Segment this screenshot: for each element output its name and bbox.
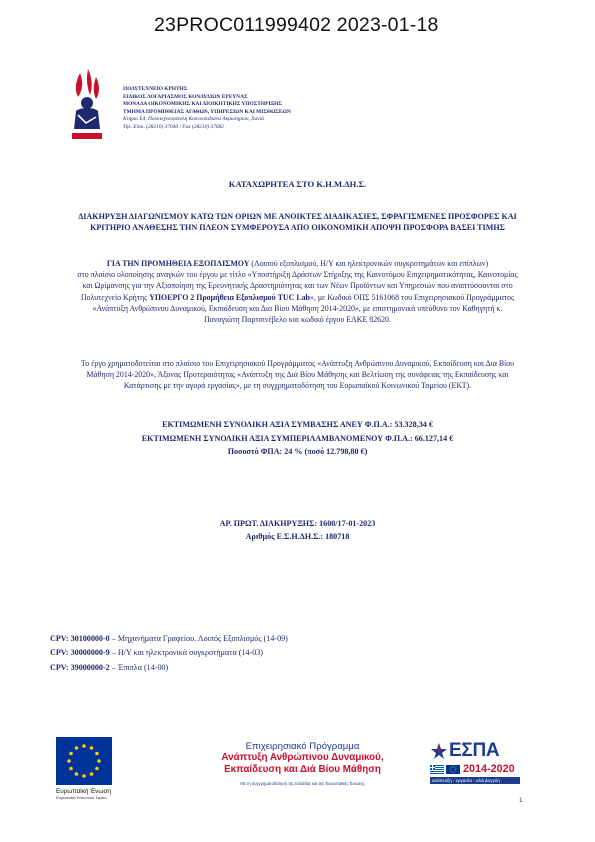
op-cofunding-note: Με τη συγχρηματοδότηση της Ελλάδας και της Ευρωπαϊκής Ένωσης <box>240 781 365 786</box>
eu-logo-block <box>56 737 116 800</box>
page-number: 1 <box>519 797 523 804</box>
eu-name: Ευρωπαϊκή Ένωση <box>56 788 111 795</box>
document-reference: 23PROC011999402 2023-01-18 <box>154 14 439 36</box>
registration-note: ΚΑΤΑΧΩΡΗΤΕΑ ΣΤΟ Κ.Η.Μ.ΔΗ.Σ. <box>228 179 367 189</box>
espa-star-icon <box>430 742 448 760</box>
espa-logo <box>430 741 520 784</box>
cpv-list <box>50 632 288 675</box>
cpv-item <box>50 632 288 646</box>
cpv-item <box>50 646 288 660</box>
tender-title: ΔΙΑΚΗΡΥΞΗ ΔΙΑΓΩΝΙΣΜΟΥ ΚΑΤΩ ΤΩΝ ΟΡΙΩΝ ΜΕ ΑΝΟΙΚΤΕΣ ΔΙΑΔΙΚΑΣΙΕΣ, ΣΦΡΑΓΙΣΜΕΝΕΣ ΠΡΟΣΦΟΡΕΣ ΚΑΙ ΚΡΙΤΗΡΙΟ ΑΝΑΘΕΣΗΣ ΤΗΝ ΠΛΕΟΝ ΣΥΜΦΕΡΟΥΣΑ ΑΠΟ ΟΙΚΟΝΟΜΙΚΗ ΑΠΟΨΗ ΠΡΟΣΦΟΡΑ ΒΑΣΕΙ ΤΙΜΗΣ <box>78 212 517 233</box>
greek-flag-icon <box>430 765 444 774</box>
cpv-code: CPV: 30100000-0 <box>50 634 110 643</box>
supply-subproject: ΥΠΟΕΡΓΟ 2 Προμήθεια Εξοπλισμού TUC Lab <box>149 292 310 302</box>
supply-body-rest: », με Κωδικό ΟΠΣ 5161068 του Επιχειρησιακού Προγράμματος «Ανάπτυξη Ανθρώπινου Δυναμικού, Εκπαίδευση και Δια Βίου Μάθηση 2014-2020», με επιστημονικά υπεύθυνο τον Καθηγητή κ. Παναγιώτη Παρτσινέβελο και κωδικό έργου ΕΛΚΕ 82620. <box>92 292 515 325</box>
university-line: ΕΙΔΙΚΟΣ ΛΟΓΑΡΙΑΣΜΟΣ ΚΟΝΔΥΛΙΩΝ ΕΡΕΥΝΑΣ <box>123 93 248 100</box>
university-phone: Τηλ. Επικ. (28210) 37040 / Fax (28210) 37082 <box>123 123 224 130</box>
contract-values <box>60 418 535 459</box>
cpv-desc: – Η/Υ και ηλεκτρονικά συγκροτήματα (14-03) <box>109 648 263 658</box>
eu-fund-name: Ευρωπαϊκό Κοινωνικό Ταμείο <box>56 795 107 800</box>
eu-flag-icon <box>56 737 112 785</box>
eu-mini-flag-icon <box>446 765 460 774</box>
university-info <box>123 86 291 132</box>
supply-section <box>74 258 521 325</box>
protocol-info <box>60 518 535 543</box>
value-with-vat: ΕΚΤΙΜΩΜΕΝΗ ΣΥΝΟΛΙΚΗ ΑΞΙΑ ΣΥΜΠΕΡΙΛΑΜΒΑΝΟΜΕΝΟΥ Φ.Π.Α.: 66.127,14 € <box>141 433 454 443</box>
esidis-number: Αριθμός Ε.Σ.Η.ΔΗ.Σ.: 180718 <box>245 531 350 541</box>
value-without-vat: ΕΚΤΙΜΩΜΕΝΗ ΣΥΝΟΛΙΚΗ ΑΞΙΑ ΣΥΜΒΑΣΗΣ ΑΝΕΥ Φ.Π.Α.: 53.328,34 € <box>162 420 433 429</box>
espa-title-row <box>430 741 520 761</box>
university-line: ΤΜΗΜΑ ΠΡΟΜΗΘΕΙΑΣ ΑΓΑΘΩΝ, ΥΠΗΡΕΣΙΩΝ ΚΑΙ ΜΙΣΘΩΣΕΩΝ <box>123 108 291 115</box>
university-address: Κτήριο Ε4, Πολυτεχνειούπολη Κουνουπιδιανά Ακρωτηρίου, Χανιά <box>123 116 265 123</box>
espa-years-row <box>430 763 520 775</box>
vat-rate: Ποσοστό ΦΠΑ: 24 % (ποσό 12.798,80 €) <box>227 447 368 457</box>
supply-heading: ΓΙΑ ΤΗΝ ΠΡΟΜΗΘΕΙΑ ΕΞΟΠΛΙΣΜΟΥ <box>106 259 250 268</box>
cpv-desc: – Έπιπλα (14-00) <box>109 662 169 672</box>
op-line-2: Ανάπτυξη Ανθρώπινου Δυναμικού, <box>221 752 384 763</box>
supply-body: στο πλαίσιο υλοποίησης αναγκών του έργου με τίτλο «Υποστήριξη Δράσεων Στήριξης της Καινοτόμου Επιχειρηματικότητας, Καινοτομίας και Ωρίμανσης για την Αξιοποίηση της Ερευνητικής Δραστηριότητας και των Νέων Προϊόντων και Υπηρεσιών που αναπτύσσονται στο Πολυτεχνείο Κρήτης <box>77 270 518 302</box>
supply-heading-rest: (Λοιπού εξοπλισμού, Η/Υ και ηλεκτρονικών συγκροτημάτων και επίπλων) <box>249 259 489 268</box>
cpv-code: CPV: 30000000-9 <box>50 648 110 658</box>
funding-paragraph: Το έργο χρηματοδοτείται στο πλαίσιο του Επιχειρησιακού Προγράμματος «Ανάπτυξη Ανθρώπινου Δυναμικού, Εκπαίδευση και Δια Βίου Μάθηση 2014-2020», Άξονας Προτεραιότητας «Ανάπτυξη της Διά Βίου Μάθησης και Βελτίωση της συνάφειας της Εκπαίδευσης και Κατάρτισης με την αγορά εργασίας», με τη συγχρηματοδότηση του Ευρωπαϊκού Κοινωνικού Ταμείου (ΕΚΤ). <box>80 359 515 391</box>
cpv-code: CPV: 39000000-2 <box>50 662 110 672</box>
university-logo-icon <box>66 67 108 145</box>
espa-slogan: ανάπτυξη - εργασία - αλληλεγγύη <box>430 777 520 784</box>
university-line: ΜΟΝΑΔΑ ΟΙΚΟΝΟΜΙΚΗΣ ΚΑΙ ΔΙΟΙΚΗΤΙΚΗΣ ΥΠΟΣΤΗΡΙΞΗΣ <box>123 101 282 108</box>
op-line-1: Επιχειρησιακό Πρόγραμμα <box>245 741 360 752</box>
cpv-item <box>50 661 288 675</box>
espa-years: 2014-2020 <box>463 763 515 775</box>
protocol-number: ΑΡ. ΠΡΩΤ. ΔΙΑΚΗΡΥΞΗΣ: 1600/17-01-2023 <box>219 519 376 528</box>
operational-programme-logo <box>190 741 415 786</box>
university-line: ΠΟΛΥΤΕΧΝΕΙΟ ΚΡΗΤΗΣ <box>123 86 188 92</box>
espa-word: ΕΣΠΑ <box>449 740 500 761</box>
op-line-3: Εκπαίδευση και Διά Βίου Μάθηση <box>224 764 381 775</box>
cpv-desc: – Μηχανήματα Γραφείου. Λοιπός Εξοπλισμός (14-09) <box>109 634 288 643</box>
